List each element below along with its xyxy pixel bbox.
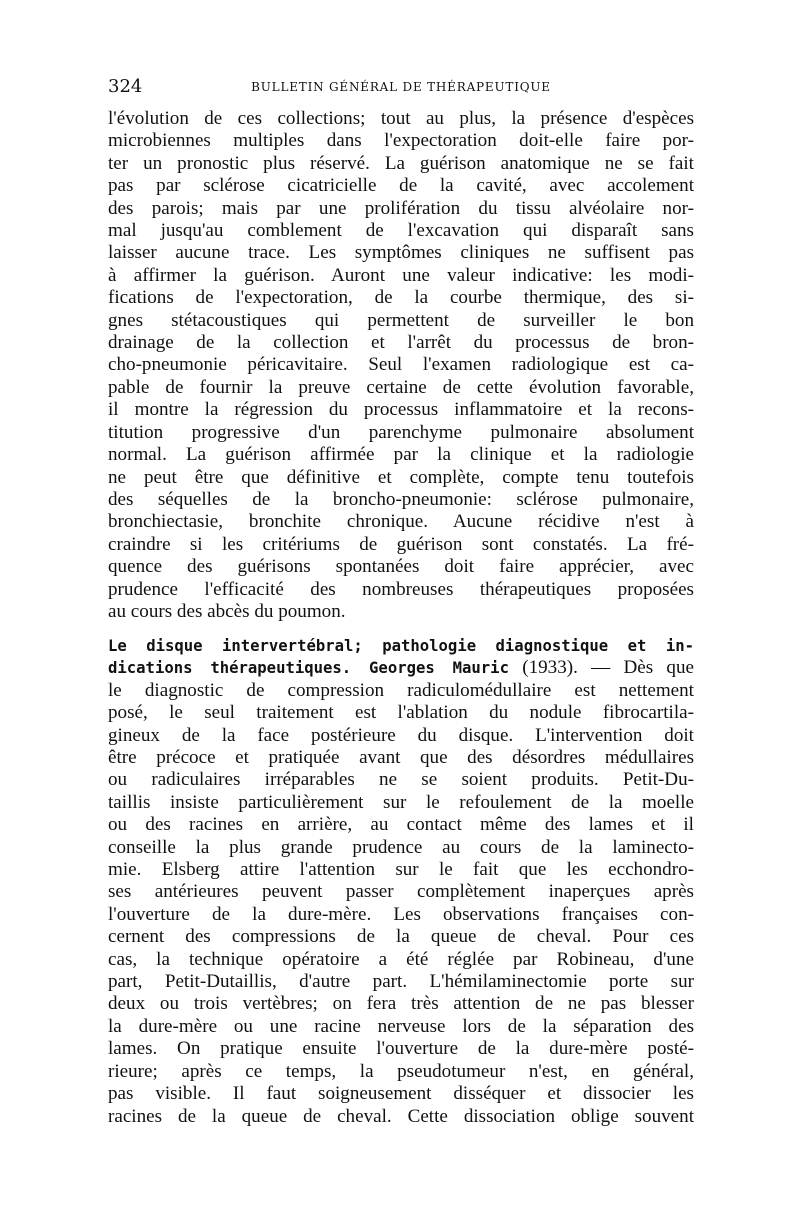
text-line: taillis insiste particulièrement sur le refoulement de la moelle bbox=[108, 791, 694, 813]
text-line: au cours des abcès du poumon. bbox=[108, 600, 346, 622]
text-line: microbiennes multiples dans l'expectoration doit-elle faire por- bbox=[108, 130, 694, 152]
text-line: laisser aucune trace. Les symptômes cliniques ne suffisent pas bbox=[108, 242, 694, 264]
text-line: à affirmer la guérison. Auront une valeur indicative: les modi- bbox=[108, 264, 694, 286]
text-line: cho-pneumonie péricavitaire. Seul l'examen radiologique est ca- bbox=[108, 354, 694, 376]
article-heading-bold: dications thérapeutiques. Georges Mauric bbox=[108, 659, 509, 678]
page-header bbox=[108, 76, 694, 100]
text-line: lames. On pratique ensuite l'ouverture de la dure-mère posté- bbox=[108, 1038, 694, 1060]
text-line: des parois; mais par une prolifération du tissu alvéolaire nor- bbox=[108, 197, 694, 219]
text-line: pas par sclérose cicatricielle de la cavité, avec accolement bbox=[108, 175, 694, 197]
text-line: mal jusqu'au comblement de l'excavation qui disparaît sans bbox=[108, 220, 694, 242]
text-line: il montre la régression du processus inflammatoire et la recons- bbox=[108, 399, 694, 421]
text-line: cernent des compressions de la queue de cheval. Pour ces bbox=[108, 926, 694, 948]
text-line: gineux de la face postérieure du disque. L'intervention doit bbox=[108, 724, 694, 746]
text-line: titution progressive d'un parenchyme pulmonaire absolument bbox=[108, 421, 694, 443]
text-line: pable de fournir la preuve certaine de cette évolution favorable, bbox=[108, 376, 694, 398]
text-line: craindre si les critériums de guérison sont constatés. La fré- bbox=[108, 533, 694, 555]
text-line: quence des guérisons spontanées doit faire apprécier, avec bbox=[108, 556, 694, 578]
text-line: ter un pronostic plus réservé. La guérison anatomique ne se fait bbox=[108, 152, 694, 174]
text-line: fications de l'expectoration, de la courbe thermique, des si- bbox=[108, 287, 694, 309]
text-line: ou des racines en arrière, au contact même des lames et il bbox=[108, 814, 694, 836]
article-heading-line-1: Le disque intervertébral; pathologie diagnostique et in- bbox=[108, 637, 694, 655]
text-line: racines de la queue de cheval. Cette dissociation oblige souvent bbox=[108, 1105, 694, 1127]
text-line: le diagnostic de compression radiculomédullaire est nettement bbox=[108, 679, 694, 701]
page-number: 324 bbox=[108, 76, 143, 97]
text-line: prudence l'efficacité des nombreuses thérapeutiques proposées bbox=[108, 578, 694, 600]
text-line: normal. La guérison affirmée par la clinique et la radiologie bbox=[108, 444, 694, 466]
text-line: posé, le seul traitement est l'ablation du nodule fibrocartila- bbox=[108, 702, 694, 724]
text-line: rieure; après ce temps, la pseudotumeur n'est, en général, bbox=[108, 1060, 694, 1082]
text-line: deux ou trois vertèbres; on fera très attention de ne pas blesser bbox=[108, 993, 694, 1015]
text-line: bronchiectasie, bronchite chronique. Aucune récidive n'est à bbox=[108, 511, 694, 533]
text-line: l'évolution de ces collections; tout au plus, la présence d'espèces bbox=[108, 108, 694, 129]
running-title: BULLETIN GÉNÉRAL DE THÉRAPEUTIQUE bbox=[251, 80, 551, 94]
text-line: cas, la technique opératoire a été réglée par Robineau, d'une bbox=[108, 948, 694, 970]
text-line: être précoce et pratiquée avant que des désordres médullaires bbox=[108, 747, 694, 768]
paragraph-disque bbox=[108, 635, 694, 1128]
text-line: la dure-mère ou une racine nerveuse lors de la séparation des bbox=[108, 1015, 694, 1037]
article-heading-date: (1933). — Dès que bbox=[508, 657, 694, 679]
text-line: l'ouverture de la dure-mère. Les observations françaises con- bbox=[108, 903, 694, 925]
text-line: ses antérieures peuvent passer complètement inaperçues après bbox=[108, 881, 694, 903]
paragraph-abces bbox=[108, 108, 694, 623]
article-heading-line-2 bbox=[108, 657, 694, 679]
text-line: mie. Elsberg attire l'attention sur le fait que les ecchondro- bbox=[108, 859, 694, 881]
text-line: drainage de la collection et l'arrêt du processus de bron- bbox=[108, 332, 694, 354]
text-line: gnes stétacoustiques qui permettent de surveiller le bon bbox=[108, 309, 694, 331]
text-line: part, Petit-Dutaillis, d'autre part. L'hémilaminectomie porte sur bbox=[108, 971, 694, 993]
text-line: ou radiculaires irréparables ne se soient produits. Petit-Du- bbox=[108, 769, 694, 791]
text-line: conseille la plus grande prudence au cours de la laminecto- bbox=[108, 836, 694, 858]
text-line: des séquelles de la broncho-pneumonie: sclérose pulmonaire, bbox=[108, 488, 694, 510]
text-line: ne peut être que définitive et complète, compte tenu toutefois bbox=[108, 466, 694, 488]
text-line: pas visible. Il faut soigneusement disséquer et dissocier les bbox=[108, 1083, 694, 1105]
